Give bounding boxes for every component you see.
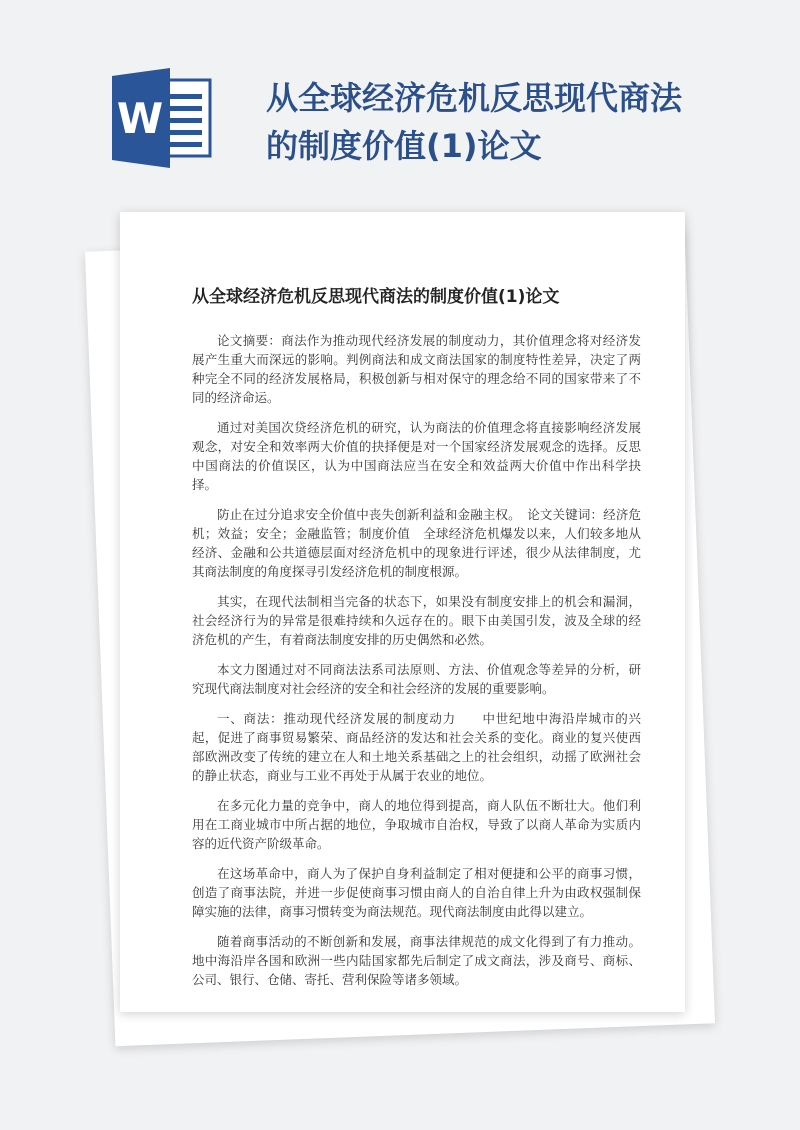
paragraph-8: 在这场革命中，商人为了保护自身利益制定了相对便捷和公平的商事习惯，创造了商事法院，并进一步促使商事习惯由商人的自治自律上升为由政权强制保障实施的法律，商事习惯转变为商法规范。现代商法制度由此得以建立。 [192, 866, 641, 919]
paragraph-7: 在多元化力量的竞争中，商人的地位得到提高，商人队伍不断壮大。他们利用在工商业城市中所占据的地位，争取城市自治权，导致了以商人革命为实质内容的近代资产阶级革命。 [192, 798, 641, 851]
paragraph-6: 一、商法：推动现代经济发展的制度动力 中世纪地中海沿岸城市的兴起，促进了商事贸易繁荣、商品经济的发达和社会关系的变化。商业的复兴使西部欧洲改变了传统的建立在人和土地关系基础之上的社会组织，动摇了欧洲社会的静止状态，商业与工业不再处于从属于农业的地位。 [192, 711, 641, 783]
word-document-icon [112, 68, 217, 168]
paragraph-5: 本文力图通过对不同商法法系司法原则、方法、价值观念等差异的分析，研究现代商法制度对社会经济的安全和社会经济的发展的重要影响。 [192, 662, 641, 696]
page-title-line-2: 的制度价值(1)论文 [266, 127, 542, 165]
paragraph-2: 通过对美国次贷经济危机的研究，认为商法的价值理念将直接影响经济发展观念，对安全和效率两大价值的抉择便是对一个国家经济发展观念的选择。反思中国商法的价值误区，认为中国商法应当在安全和效益两大价值中作出科学抉择。 [192, 420, 641, 492]
document-title: 从全球经济危机反思现代商法的制度价值(1)论文 [192, 287, 560, 307]
paragraph-9: 随着商事活动的不断创新和发展，商事法律规范的成文化得到了有力推动。地中海沿岸各国和欧洲一些内陆国家都先后制定了成文商法，涉及商号、商标、公司、银行、仓储、寄托、营利保险等诸多领域。 [192, 934, 641, 987]
paragraph-3: 防止在过分追求安全价值中丧失创新利益和金融主权。 论文关键词：经济危机；效益；安全；金融监管；制度价值 全球经济危机爆发以来，人们较多地从经济、金融和公共道德层面对经济危机中的现象进行评述，很少从法律制度，尤其商法制度的角度探寻引发经济危机的制度根源。 [192, 507, 641, 579]
paragraph-4: 其实，在现代法制相当完备的状态下，如果没有制度安排上的机会和漏洞，社会经济行为的异常是很难持续和久远存在的。眼下由美国引发，波及全球的经济危机的产生，有着商法制度安排的历史偶然和必然。 [192, 594, 641, 647]
header [0, 0, 800, 220]
paragraph-1: 论文摘要：商法作为推动现代经济发展的制度动力，其价值理念将对经济发展产生重大而深远的影响。判例商法和成文商法国家的制度特性差异，决定了两种完全不同的经济发展格局，积极创新与相对保守的理念给不同的国家带来了不同的经济命运。 [192, 333, 641, 405]
page-title [266, 74, 766, 170]
page-title-line-1: 从全球经济危机反思现代商法 [266, 79, 683, 117]
document-body [192, 331, 641, 989]
document-page [120, 212, 685, 1012]
word-icon-letter: W [116, 94, 164, 143]
